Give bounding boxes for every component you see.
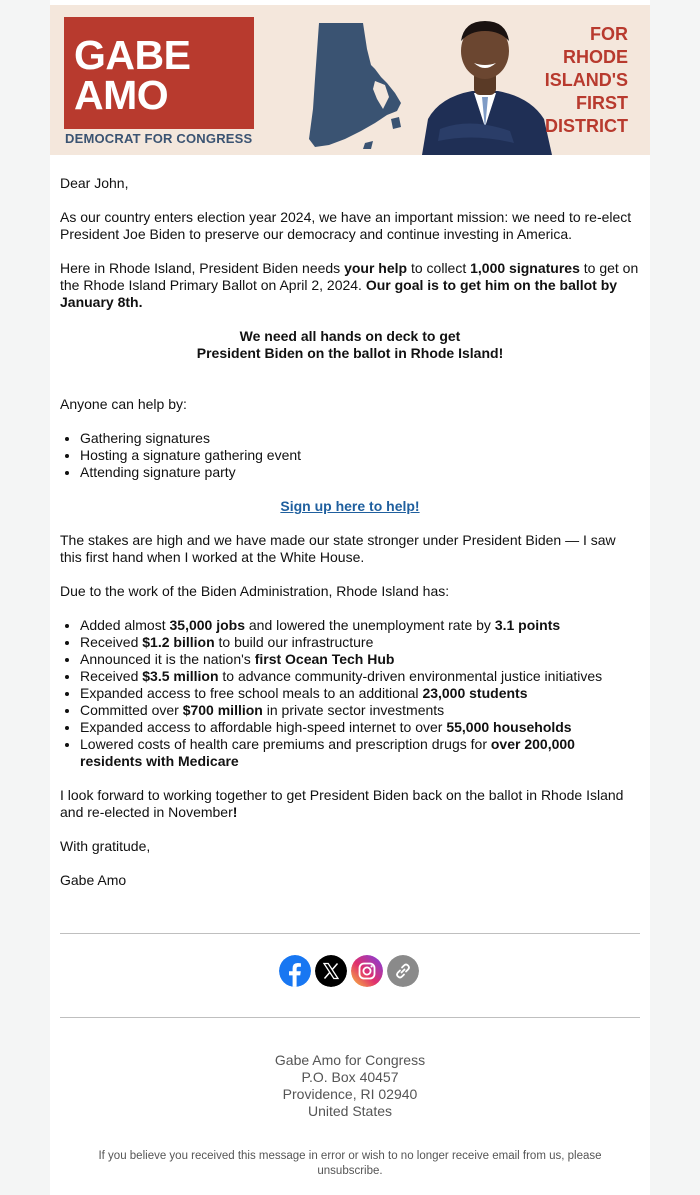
emphasis: $1.2 billion [142, 634, 215, 650]
logo-last-name: AMO [74, 72, 169, 118]
emphasis: $3.5 million [142, 668, 219, 684]
district-line: FOR [590, 24, 628, 44]
unsubscribe-notice [80, 1149, 620, 1179]
facebook-icon[interactable] [279, 955, 311, 987]
org-name: Gabe Amo for Congress [274, 1052, 426, 1068]
callout [60, 328, 640, 362]
city-line: Providence, RI 02940 [282, 1086, 418, 1102]
text: Announced it is the nation's [80, 651, 255, 667]
text: Here in Rhode Island, President Biden needs [60, 260, 345, 276]
help-intro: Anyone can help by: [60, 396, 187, 412]
list-item: • Hosting a signature gathering event [80, 447, 640, 464]
text: to get on the Rhode Island Primary Ballot on April 2, 2024. [60, 260, 639, 293]
po-box: P.O. Box 40457 [301, 1069, 399, 1085]
signature: Gabe Amo [60, 872, 127, 888]
country: United States [307, 1103, 393, 1119]
emphasis: over 200,000 residents with Medicare [80, 736, 575, 769]
emphasis: your help [344, 260, 408, 276]
email-sheet [50, 0, 650, 1195]
unsubscribe-text: If you believe you received this message in error or wish to no longer receive email from us, please [98, 1150, 602, 1162]
signup-link[interactable]: Sign up here to help! [280, 498, 420, 514]
list-item [80, 736, 640, 770]
candidate-logo [64, 17, 254, 129]
emphasis: 35,000 jobs [169, 617, 245, 633]
list-item: • Gathering signatures [80, 430, 640, 447]
list-item [80, 617, 640, 634]
intro-paragraph: As our country enters election year 2024, we have an important mission: we need to re-elect President Joe Biden to preserve our democracy and continue investing in America. [60, 209, 632, 242]
signatures-paragraph [60, 260, 640, 311]
list-item [80, 685, 640, 702]
text: Committed over [80, 702, 183, 718]
divider [60, 933, 640, 934]
unsubscribe-link[interactable]: unsubscribe [317, 1165, 380, 1177]
instagram-icon[interactable] [351, 955, 383, 987]
district-line: DISTRICT [545, 116, 628, 136]
district-tagline [508, 23, 628, 138]
emphasis: first Ocean Tech Hub [254, 651, 395, 667]
list-item [80, 702, 640, 719]
text: . [379, 1165, 383, 1177]
text: to build our infrastructure [214, 634, 374, 650]
text: Received [80, 668, 143, 684]
logo-first-name: GABE [74, 32, 191, 78]
list-item: • Attending signature party [80, 464, 640, 481]
text: in private sector investments [262, 702, 445, 718]
text: Expanded access to affordable high-speed internet to over [80, 719, 447, 735]
callout-line-2: President Biden on the ballot in Rhode Island! [196, 345, 504, 361]
greeting: Dear John, [60, 175, 129, 191]
emphasis: 1,000 signatures [470, 260, 580, 276]
divider [60, 1017, 640, 1018]
list-item [80, 668, 640, 685]
header-banner [50, 5, 650, 155]
emphasis: 55,000 households [446, 719, 572, 735]
cta-row [60, 498, 640, 515]
district-line: RHODE [562, 47, 628, 67]
mailing-address [50, 1052, 650, 1120]
rhode-island-map-icon [305, 19, 415, 151]
signoff: With gratitude, [60, 838, 151, 854]
emphasis: Our goal is to get him on the ballot by January 8th. [60, 277, 618, 310]
admin-intro: Due to the work of the Biden Administration, Rhode Island has: [60, 583, 450, 599]
list-item [80, 651, 640, 668]
text: I look forward to working together to get President Biden back on the ballot in Rhode Island and re-elected in November [60, 787, 624, 820]
text: and lowered the unemployment rate by [245, 617, 495, 633]
district-line: ISLAND'S [544, 70, 628, 90]
emphasis: 23,000 students [422, 685, 528, 701]
x-icon[interactable] [315, 955, 347, 987]
link-icon[interactable] [387, 955, 419, 987]
closing-paragraph [60, 787, 640, 821]
emphasis: 3.1 points [494, 617, 561, 633]
text: to collect [407, 260, 471, 276]
letter-body [60, 175, 640, 906]
text: Received [80, 634, 143, 650]
district-line: FIRST [576, 93, 628, 113]
logo-subtitle: DEMOCRAT FOR CONGRESS [65, 131, 253, 146]
accomplishments-list [60, 617, 640, 770]
stakes-paragraph: The stakes are high and we have made our state stronger under President Biden — I saw this first hand when I worked at the White House. [60, 532, 616, 565]
text: Lowered costs of health care premiums and prescription drugs for [80, 736, 491, 752]
text: Expanded access to free school meals to an additional [80, 685, 423, 701]
list-item [80, 719, 640, 736]
emphasis: $700 million [182, 702, 263, 718]
text: to advance community-driven environmental justice initiatives [218, 668, 603, 684]
emphasis: ! [232, 804, 238, 820]
social-links [279, 955, 421, 987]
list-item [80, 634, 640, 651]
help-list [60, 430, 640, 481]
text: Added almost [80, 617, 170, 633]
callout-line-1: We need all hands on deck to get [239, 328, 461, 344]
